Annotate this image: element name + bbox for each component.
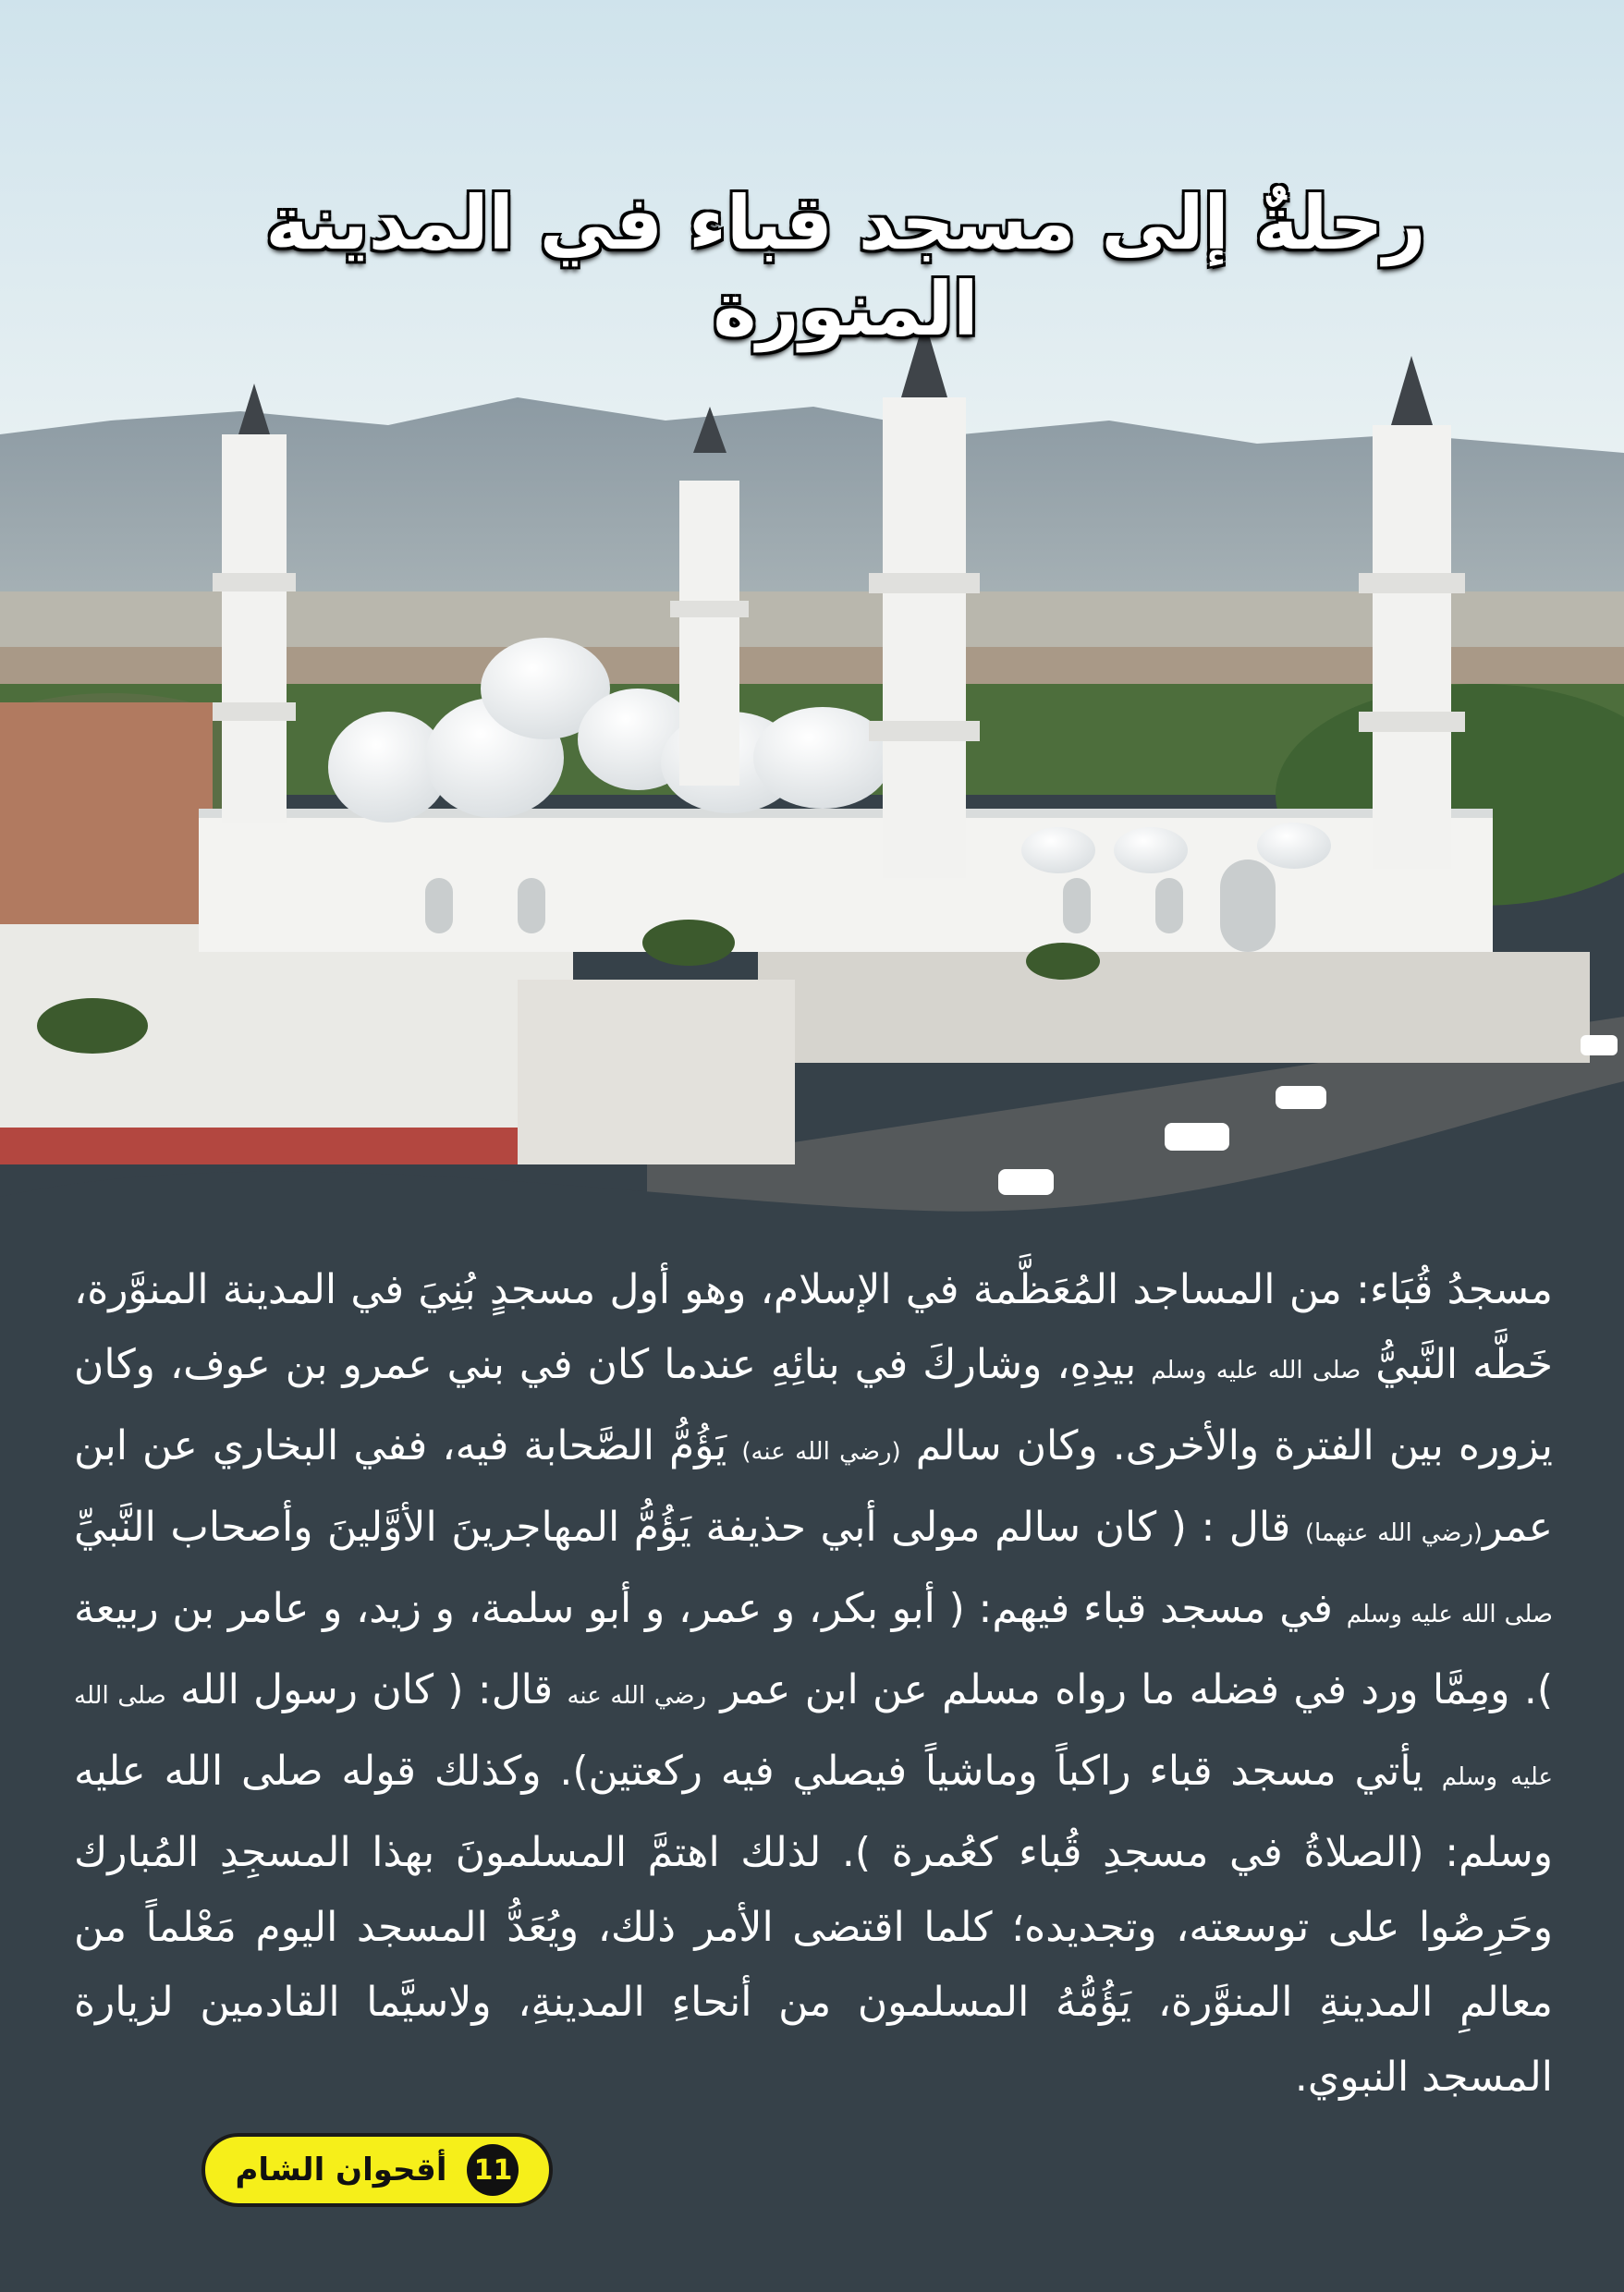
body-text-5: في مسجد قباء فيهم: ( أبو بكر، و عمر، و أبو سلمة، و زيد، و عامر بن ربيعة ). ومِمَّا ورد في فضله ما رواه مسلم عن ابن عمر	[74, 1585, 1553, 1713]
honorific-5: رضي الله عنه	[567, 1682, 707, 1710]
magazine-name: أقحوان الشام	[235, 2152, 447, 2188]
page-title: رحلةٌ إلى مسجد قباء في المدينة المنورة	[265, 180, 1426, 352]
article-body	[74, 1252, 1553, 2115]
body-text-1: مسجدُ قُبَاء: من المساجد المُعَظَّمة في الإسلام، وهو أول مسجدٍ بُنِيَ في المدينة المنوَّرة، خَطَّه النَّبيُّ	[74, 1266, 1554, 1388]
body-text-2: بيدِهِ، وشاركَ في بنائِهِ عندما كان في بني عمرو بن عوف، وكان يزوره بين الفترة والأخرى. وكان سالم	[74, 1341, 1553, 1469]
honorific-6: صلى الله عليه وسلم	[74, 1682, 1553, 1791]
body-text-7: يأتي مسجد قباء راكباً وماشياً فيصلي فيه ركعتين). وكذلك قوله صلى الله عليه وسلم: (الصلاةُ في مسجدِ قُباء كعُمرة ). لذلك اهتمَّ المسلمونَ بهذا المسجِدِ المُبارك وحَرِصُوا على توسعته، وتجديده؛ كلما اقتضى الأمر ذلك، ويُعَدُّ المسجد اليوم مَعْلماً من معالمِ المدينةِ المنوَّرة، يَؤُمُّهُ المسلمون من أنحاءِ المدينةِ، ولاسيَّما القادمين لزيارة المسجد النبوي.	[74, 1748, 1553, 2101]
body-text-3: يَؤُمُّ الصَّحابة فيه، ففي البخاري عن ابن عمر	[74, 1422, 1553, 1551]
body-text-6: قال: ( كان رسول الله	[165, 1666, 568, 1713]
body-text-4: قال : ( كان سالم مولى أبي حذيفة يَؤُمُّ المهاجرينَ الأوَّلينَ وأصحاب النَّبيِّ	[74, 1504, 1305, 1551]
honorific-2: (رضي الله عنه)	[741, 1438, 901, 1466]
magazine-badge	[201, 2133, 553, 2207]
honorific-1: صلى الله عليه وسلم	[1151, 1357, 1361, 1384]
honorific-4: صلى الله عليه وسلم	[1346, 1601, 1553, 1628]
page-number: 11	[467, 2144, 519, 2196]
honorific-3: (رضي الله عنهما)	[1304, 1519, 1484, 1547]
